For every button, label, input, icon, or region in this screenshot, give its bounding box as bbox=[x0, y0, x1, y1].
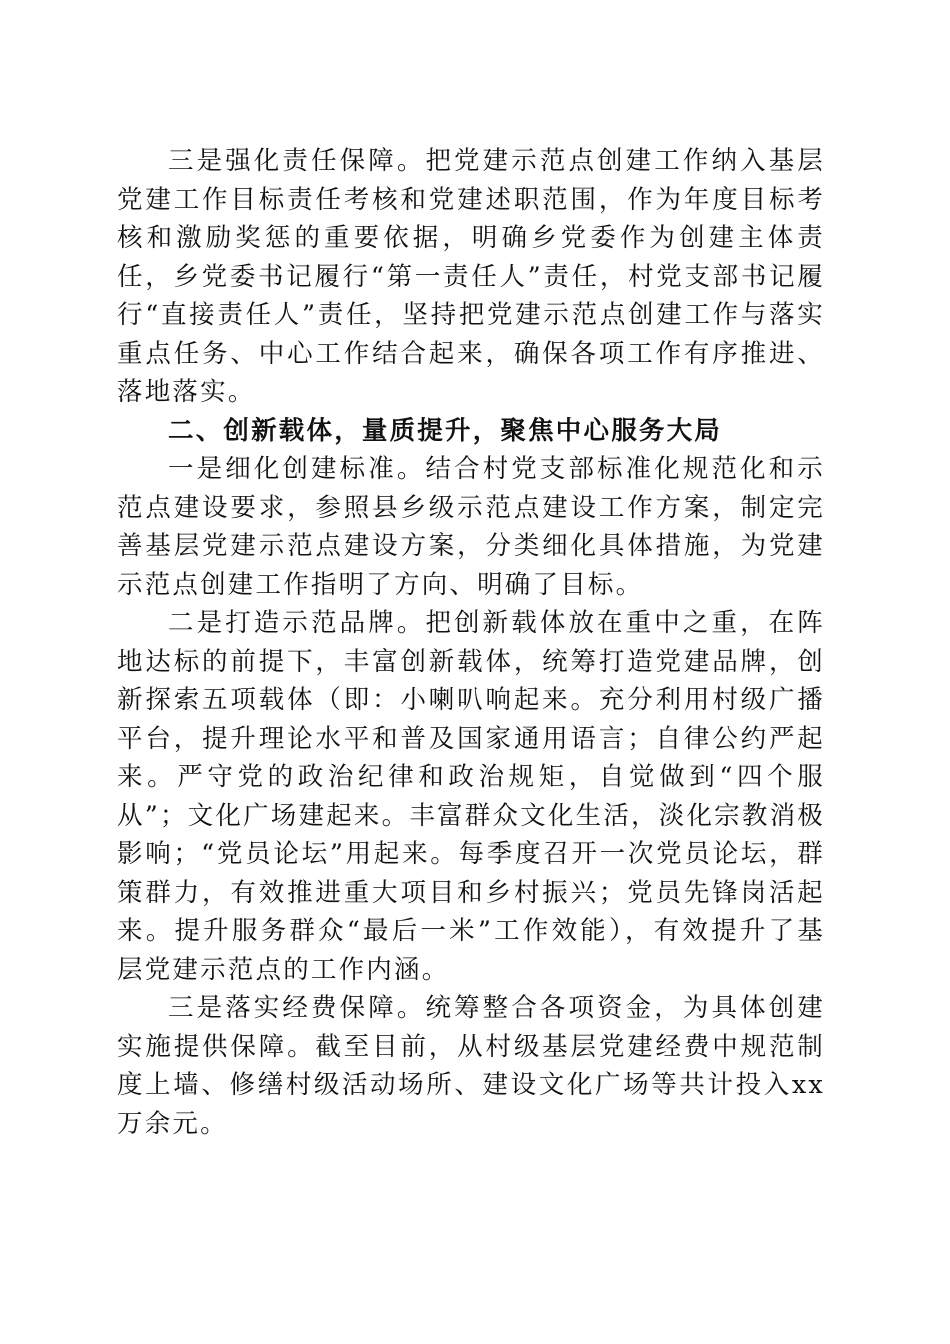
paragraph-refine-standards bbox=[117, 450, 825, 604]
paragraph-text: 结合村党支部标准化规范化和示范点建设要求，参照县乡级示范点建设工作方案，制定完善基层党建示范点建设方案，分类细化具体措施，为党建示范点创建工作指明了方向、明确了目标。 bbox=[117, 454, 825, 600]
paragraph-text: 统筹整合各项资金，为具体创建实施提供保障。截至目前，从村级基层党建经费中规范制度上墙、修缮村级活动场所、建设文化广场等共计投入xx万余元。 bbox=[117, 993, 825, 1139]
paragraph-text: 把创新载体放在重中之重，在阵地达标的前提下，丰富创新载体，统筹打造党建品牌，创新探索五项载体（即：小喇叭响起来。充分利用村级广播平台，提升理论水平和普及国家通用语言；自律公约严起来。严守党的政治纪律和政治规矩，自觉做到“四个服从”；文化广场建起来。丰富群众文化生活，淡化宗教消极影响；“党员论坛”用起来。每季度召开一次党员论坛，群策群力，有效推进重大项目和乡村振兴；党员先锋岗活起来。提升服务群众“最后一米”工作效能），有效提升了基层党建示范点的工作内涵。 bbox=[117, 608, 825, 985]
paragraph-build-brand bbox=[117, 604, 825, 989]
paragraph-lead: 一是细化创建标准。 bbox=[168, 454, 426, 484]
paragraph-lead: 二是打造示范品牌。 bbox=[168, 608, 426, 638]
paragraph-funding-guarantee bbox=[117, 989, 825, 1143]
paragraph-responsibility-guarantee bbox=[117, 142, 825, 412]
paragraph-text: 把党建示范点创建工作纳入基层党建工作目标责任考核和党建述职范围，作为年度目标考核和激励奖惩的重要依据，明确乡党委作为创建主体责任，乡党委书记履行“第一责任人”责任，村党支部书记履行“直接责任人”责任，坚持把党建示范点创建工作与落实重点任务、中心工作结合起来，确保各项工作有序推进、落地落实。 bbox=[117, 146, 825, 407]
document-body bbox=[117, 142, 825, 1143]
paragraph-lead: 三是落实经费保障。 bbox=[168, 993, 426, 1023]
section-heading: 二、创新载体，量质提升，聚焦中心服务大局 bbox=[168, 415, 723, 446]
paragraph-lead: 三是强化责任保障。 bbox=[168, 146, 426, 176]
